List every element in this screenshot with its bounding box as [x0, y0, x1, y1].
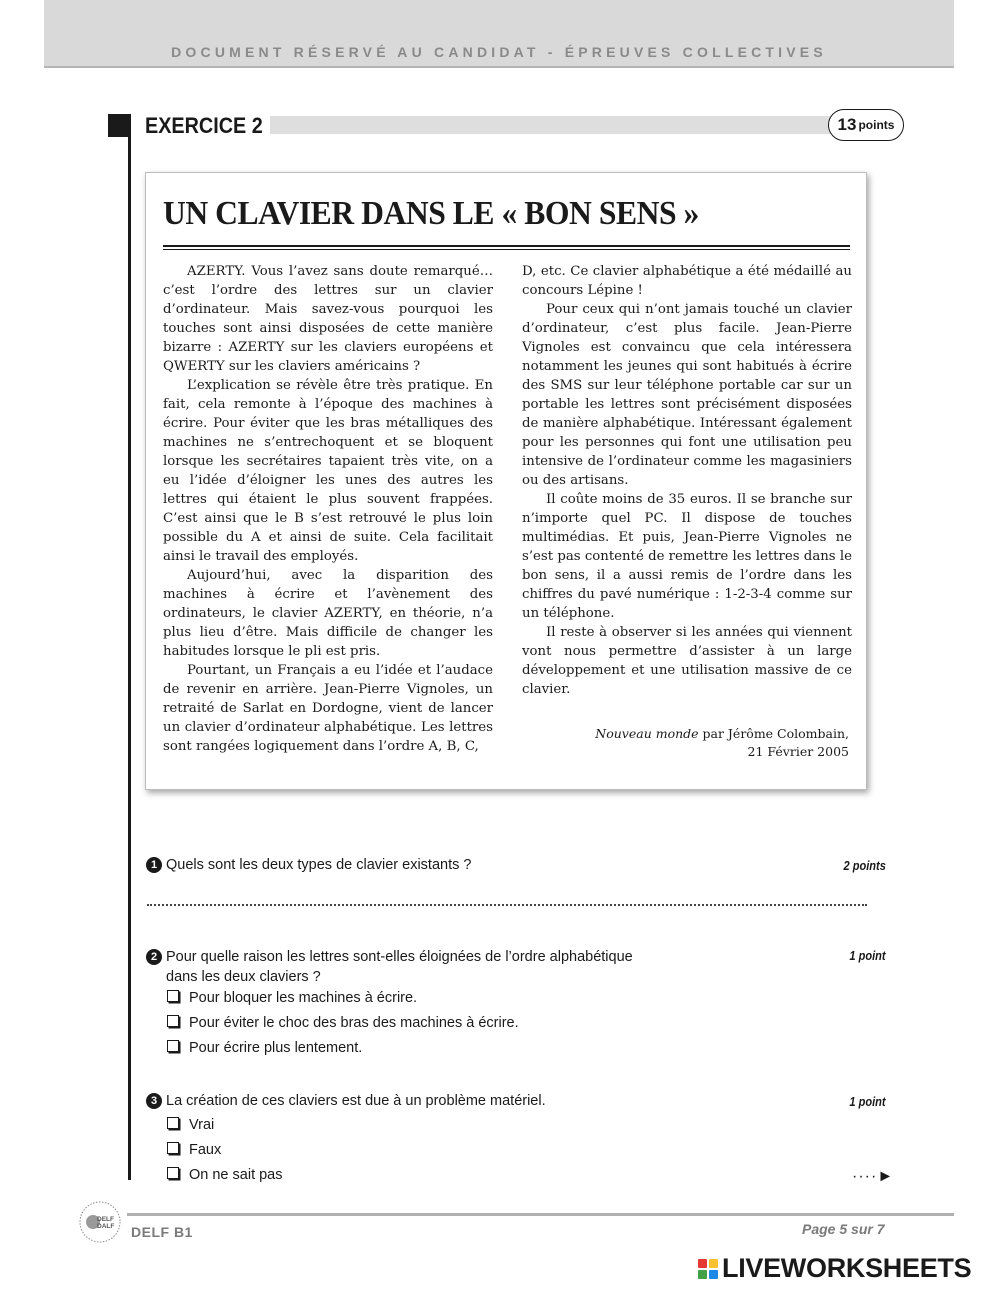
article-title: UN CLAVIER DANS LE « BON SENS »: [163, 195, 699, 232]
question-number-badge: 2: [146, 949, 162, 965]
exam-level-label: DELF B1: [131, 1224, 193, 1240]
exercise-points-value: 13: [837, 115, 857, 134]
article-paragraph: Aujourd’hui, avec la disparition des machines à écrire et l’avènement des ordinateurs, le clavier AZERTY, en théorie, n’a plus lieu d’être. Mais difficile de changer les habitudes lorsque le pli est pris.: [163, 568, 493, 659]
question-text: Quels sont les deux types de clavier existants ?: [166, 857, 472, 873]
exercise-marker: [108, 114, 131, 137]
question-text: La création de ces claviers est due à un problème matériel.: [166, 1093, 546, 1109]
exercise-title-bar: [270, 116, 833, 134]
article-paragraph-continued: D, etc. Ce clavier alphabétique a été médaillé au concours Lépine !: [522, 264, 852, 298]
svg-text:DELF: DELF: [97, 1216, 114, 1223]
question-points: 2 points: [843, 858, 886, 873]
article-source: [595, 725, 849, 761]
question-points: 1 point: [849, 948, 886, 963]
next-page-arrow-icon: ····►: [852, 1168, 895, 1185]
left-margin-rule: [128, 114, 131, 1180]
article-title-rule: [163, 245, 850, 247]
article-paragraph: Il coûte moins de 35 euros. Il se branche sur n’importe quel PC. Il dispose de touches multimédias. Et puis, Jean-Pierre Vignoles ne s’est pas contenté de remettre les lettres dans le bon sens, il a aussi remis de l’ordre dans les chiffres du pavé numérique : 1-2-3-4 comme sur un téléphone.: [522, 492, 852, 621]
option-label: Pour bloquer les machines à écrire.: [189, 990, 418, 1006]
brand-name: LIVEWORKSHEETS: [722, 1253, 972, 1283]
article-title-rule-thin: [163, 249, 850, 250]
option-label: Faux: [189, 1142, 222, 1158]
option-item[interactable]: [167, 1015, 519, 1031]
source-date: 21 Février 2005: [747, 744, 849, 759]
svg-text:DALF: DALF: [97, 1223, 115, 1230]
option-label: Vrai: [189, 1117, 215, 1133]
article-column-right: [522, 262, 852, 699]
article-paragraph: Il reste à observer si les années qui viennent vont nous permettre d’assister à un large développement et une utilisation massive de ce clavier.: [522, 625, 852, 697]
checkbox-icon[interactable]: [167, 1117, 179, 1129]
article-column-left: [163, 262, 493, 756]
delf-dalf-logo: [78, 1200, 122, 1244]
exercise-points-badge: [828, 109, 904, 141]
liveworksheets-brand: [698, 1253, 971, 1284]
question-text-continued: dans les deux claviers ?: [166, 969, 321, 985]
option-item[interactable]: [167, 1040, 362, 1056]
source-publication: Nouveau monde: [595, 726, 699, 741]
question-number-badge: 3: [146, 1093, 162, 1109]
page-number: Page 5 sur 7: [802, 1221, 885, 1237]
checkbox-icon[interactable]: [167, 1142, 179, 1154]
question-2: [146, 947, 633, 987]
question-points: 1 point: [849, 1094, 886, 1109]
option-label: Pour écrire plus lentement.: [189, 1040, 363, 1056]
question-number-badge: 1: [146, 857, 162, 873]
article-paragraph: L’explication se révèle être très pratique. En fait, cela remonte à l’époque des machines à écrire. Pour éviter que les bras métalliques des machines ne s’entrechoquent et se bloquent lorsque les secrétaires tapaient très vite, on a eu l’idée d’éloigner les unes des autres les lettres qui étaient le plus souvent frappées. C’est ainsi que le B s’est retrouvé le plus loin possible du A et ainsi de suite. Cela facilitait ainsi le travail des employés.: [163, 378, 493, 564]
article-paragraph: Pourtant, un Français a eu l’idée et l’audace de revenir en arrière. Jean-Pierre Vignoles, un retraité de Sarlat en Dordogne, vient de lancer un clavier d’ordinateur alphabétique. Les lettres sont rangées logiquement dans l’ordre A, B, C,: [163, 663, 493, 754]
question-text: Pour quelle raison les lettres sont-elles éloignées de l’ordre alphabétique: [166, 949, 633, 965]
article-box: [145, 172, 867, 790]
exercise-title: EXERCICE 2: [145, 113, 263, 138]
option-label: Pour éviter le choc des bras des machines à écrire.: [189, 1015, 519, 1031]
option-item[interactable]: [167, 1167, 283, 1183]
option-label: On ne sait pas: [189, 1167, 283, 1183]
exercise-points-word: points: [858, 118, 895, 132]
checkbox-icon[interactable]: [167, 990, 179, 1002]
question-1: [146, 857, 471, 873]
answer-line[interactable]: [147, 904, 867, 906]
checkbox-icon[interactable]: [167, 1167, 179, 1179]
checkbox-icon[interactable]: [167, 1015, 179, 1027]
option-item[interactable]: [167, 990, 417, 1006]
source-author: par Jérôme Colombain,: [698, 726, 849, 741]
option-item[interactable]: [167, 1117, 214, 1133]
header-band-text: DOCUMENT RÉSERVÉ AU CANDIDAT - ÉPREUVES COLLECTIVES: [171, 44, 827, 60]
brand-logo-icon: [698, 1259, 718, 1279]
article-paragraph: AZERTY. Vous l’avez sans doute remarqué… c’est l’ordre des lettres sur un clavier d’ordinateur. Mais savez-vous pourquoi les touches sont ainsi disposées de cette manière bizarre : AZERTY sur les claviers européens et QWERTY sur les claviers américains ?: [163, 264, 493, 374]
article-paragraph: Pour ceux qui n’ont jamais touché un clavier d’ordinateur, c’est plus facile. Jean-Pierre Vignoles est convaincu que cela intéressera notamment les jeunes qui sont habitués à écrire des SMS sur leur téléphone portable car sur un portable les lettres sont précisément disposées de manière alphabétique. Intéressant également pour les personnes qui font une utilisation peu intensive de l’ordinateur comme les magasiniers ou des artisans.: [522, 302, 852, 488]
checkbox-icon[interactable]: [167, 1040, 179, 1052]
footer-rule: [127, 1213, 954, 1216]
option-item[interactable]: [167, 1142, 221, 1158]
question-3: [146, 1093, 546, 1109]
